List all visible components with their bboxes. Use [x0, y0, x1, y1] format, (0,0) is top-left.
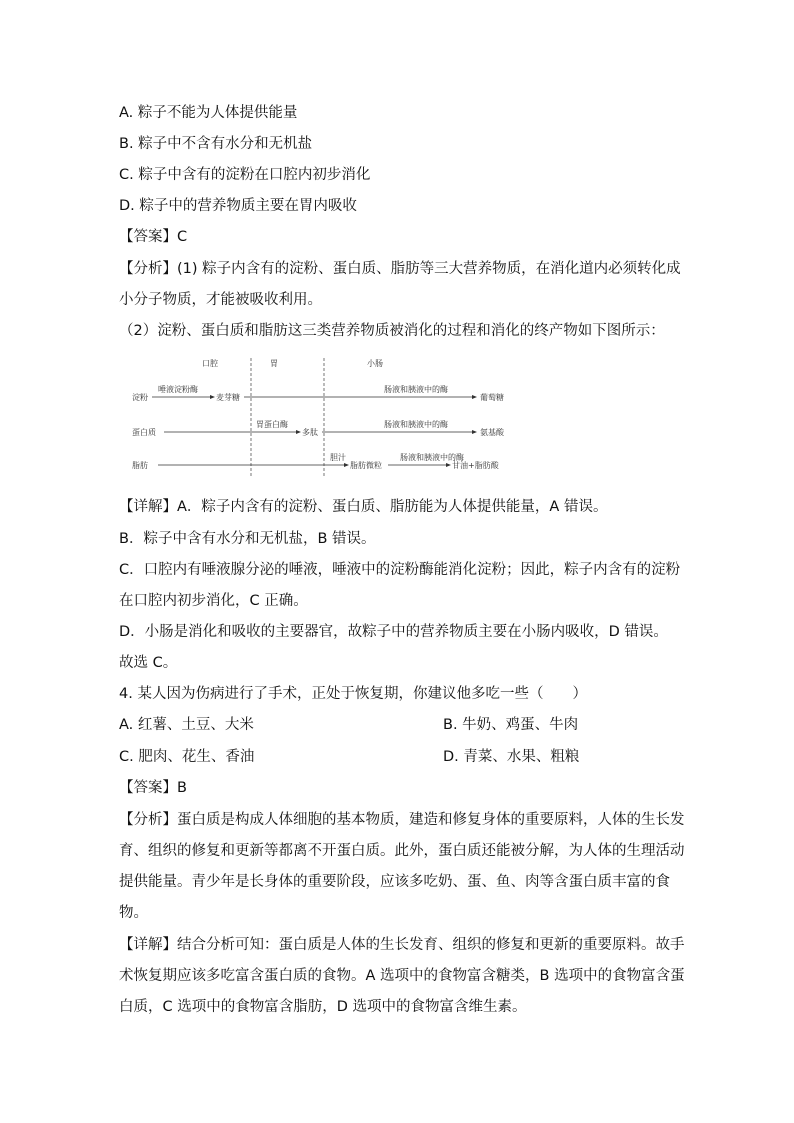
region-small-intestine-label: 小肠 — [367, 359, 383, 368]
q4-analysis-line-4: 物。 — [119, 905, 148, 921]
product-fat-droplets: 脂肪微粒 — [350, 461, 382, 470]
q4-detail-line-3: 白质，C 选项中的食物富含脂肪，D 选项中的食物富含维生素。 — [119, 999, 527, 1015]
product-glycerol-fatty-acid: 甘油+脂肪酸 — [452, 461, 499, 470]
detail-line-3: C．口腔内有唾液腺分泌的唾液，唾液中的淀粉酶能消化淀粉；因此，粽子内含有的淀粉 — [119, 562, 681, 578]
detail-line-5: D．小肠是消化和吸收的主要器官，故粽子中的营养物质主要在小肠内吸收，D 错误。 — [119, 624, 668, 640]
q4-option-a: A. 红薯、土豆、大米 — [119, 717, 254, 733]
option-a: A. 粽子不能为人体提供能量 — [119, 105, 298, 121]
arrowhead-starch-1 — [210, 395, 215, 399]
row-fat-label: 脂肪 — [132, 461, 148, 470]
q4-option-c: C. 肥肉、花生、香油 — [119, 749, 255, 765]
enzyme-saliva-amylase: 唾液淀粉酶 — [158, 385, 198, 394]
arrowhead-fat-1 — [344, 463, 349, 467]
detail-line-1: 【详解】A．粽子内含有的淀粉、蛋白质、脂肪能为人体提供能量，A 错误。 — [119, 499, 608, 515]
product-glucose: 葡萄糖 — [480, 393, 504, 402]
arrowhead-starch-2 — [472, 395, 477, 399]
product-maltose: 麦芽糖 — [216, 393, 240, 402]
option-d: D. 粽子中的营养物质主要在胃内吸收 — [119, 198, 357, 214]
product-polypeptide: 多肽 — [302, 428, 318, 437]
option-c: C. 粽子中含有的淀粉在口腔内初步消化 — [119, 167, 371, 183]
q4-detail-line-1: 【详解】结合分析可知：蛋白质是人体的生长发育、组织的修复和更新的重要原料。故手 — [119, 937, 685, 953]
arrowhead-protein-2 — [472, 430, 477, 434]
q4-analysis-line-2: 育、组织的修复和更新等都离不开蛋白质。此外，蛋白质还能被分解，为人体的生理活动 — [119, 843, 685, 859]
detail-line-4: 在口腔内初步消化，C 正确。 — [119, 593, 308, 609]
enzyme-intestinal-1: 肠液和胰液中的酶 — [384, 385, 448, 394]
q4-analysis-line-1: 【分析】蛋白质是构成人体细胞的基本物质，建造和修复身体的重要原料，人体的生长发 — [119, 812, 685, 828]
enzyme-intestinal-3: 肠液和胰液中的酶 — [400, 453, 464, 462]
q4-option-d: D. 青菜、水果、粗粮 — [443, 749, 580, 765]
digestion-diagram — [132, 356, 532, 486]
analysis-line-3: （2）淀粉、蛋白质和脂肪这三类营养物质被消化的过程和消化的终产物如下图所示： — [119, 323, 665, 339]
analysis-line-1: 【分析】(1) 粽子内含有的淀粉、蛋白质、脂肪等三大营养物质，在消化道内必须转化成 — [119, 261, 681, 277]
option-b: B. 粽子中不含有水分和无机盐 — [119, 136, 313, 152]
enzyme-gastric-protease: 胃蛋白酶 — [256, 420, 288, 429]
arrowhead-fat-2 — [446, 463, 451, 467]
q4-detail-line-2: 术恢复期应该多吃富含蛋白质的食物。A 选项中的食物富含糖类，B 选项中的食物富含蛋 — [119, 968, 685, 984]
region-mouth-label: 口腔 — [202, 359, 218, 368]
question-4-stem: 4. 某人因为伤病进行了手术，正处于恢复期，你建议他多吃一些（ ） — [119, 686, 587, 702]
detail-line-2: B．粽子中含有水分和无机盐，B 错误。 — [119, 531, 376, 547]
detail-line-6: 故选 C。 — [119, 655, 178, 671]
enzyme-intestinal-2: 肠液和胰液中的酶 — [384, 420, 448, 429]
arrowhead-protein-1 — [296, 430, 301, 434]
row-starch-label: 淀粉 — [132, 393, 148, 402]
q4-answer: 【答案】B — [119, 780, 187, 796]
q4-option-b: B. 牛奶、鸡蛋、牛肉 — [443, 717, 579, 733]
answer-line: 【答案】C — [119, 229, 188, 245]
q4-analysis-line-3: 提供能量。青少年是长身体的重要阶段，应该多吃奶、蛋、鱼、肉等含蛋白质丰富的食 — [119, 874, 670, 890]
region-stomach-label: 胃 — [270, 359, 278, 368]
analysis-line-2: 小分子物质，才能被吸收利用。 — [119, 292, 322, 308]
enzyme-bile: 胆汁 — [330, 453, 346, 462]
product-amino-acid: 氨基酸 — [480, 428, 504, 437]
row-protein-label: 蛋白质 — [132, 428, 156, 437]
